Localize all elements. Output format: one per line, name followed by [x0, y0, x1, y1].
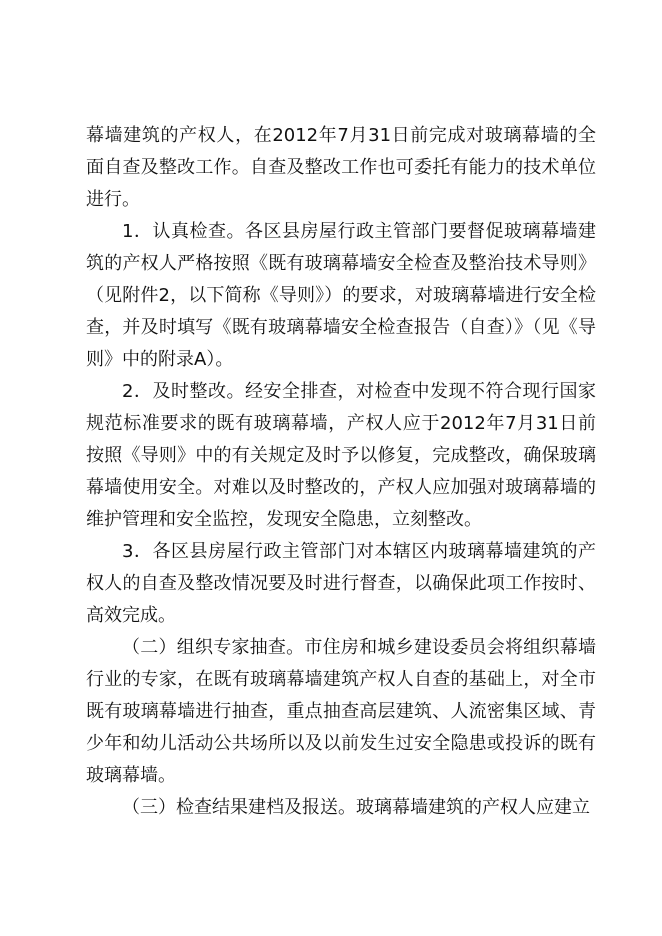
paragraph-1: 幕墙建筑的产权人，在2012年7月31日前完成对玻璃幕墙的全面自查及整改工作。自查及整改工作也可委托有能力的技术单位进行。: [86, 125, 596, 210]
paragraph-5: （二）组织专家抽查。市住房和城乡建设委员会将组织幕墙行业的专家，在既有玻璃幕墙建筑产权人自查的基础上，对全市既有玻璃幕墙进行抽查，重点抽查高层建筑、人流密集区域、青少年和幼儿活动公共场所以及以前发生过安全隐患或投诉的既有玻璃幕墙。: [86, 637, 596, 786]
paragraph-4: 3．各区县房屋行政主管部门对本辖区内玻璃幕墙建筑的产权人的自查及整改情况要及时进行督查，以确保此项工作按时、高效完成。: [86, 541, 596, 626]
document-body: [86, 120, 596, 824]
paragraph-2: 1．认真检查。各区县房屋行政主管部门要督促玻璃幕墙建筑的产权人严格按照《既有玻璃幕墙安全检查及整治技术导则》（见附件2，以下简称《导则》）的要求，对玻璃幕墙进行安全检查，并及时填写《既有玻璃幕墙安全检查报告（自查）》（见《导则》中的附录A）。: [86, 221, 596, 370]
paragraph-3: 2．及时整改。经安全排查，对检查中发现不符合现行国家规范标准要求的既有玻璃幕墙，产权人应于2012年7月31日前按照《导则》中的有关规定及时予以修复，完成整改，确保玻璃幕墙使用安全。对难以及时整改的，产权人应加强对玻璃幕墙的维护管理和安全监控，发现安全隐患，立刻整改。: [86, 381, 596, 530]
paragraph-6: （三）检查结果建档及报送。玻璃幕墙建筑的产权人应建立: [122, 797, 590, 818]
